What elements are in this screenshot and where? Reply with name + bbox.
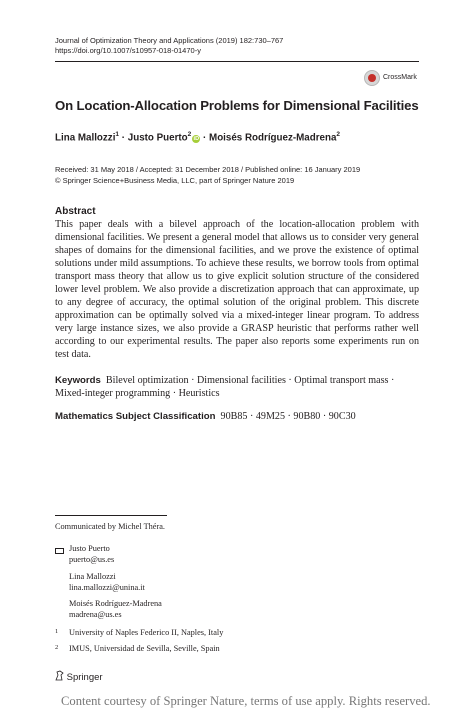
abstract-heading: Abstract <box>55 206 96 217</box>
msc-label: Mathematics Subject Classification <box>55 411 216 422</box>
keywords <box>55 374 419 400</box>
msc-codes: 90B85 · 49M25 · 90B80 · 90C30 <box>220 411 356 422</box>
contact-name: Moisés Rodríguez-Madrena <box>69 599 162 608</box>
crossmark-icon <box>364 70 380 86</box>
author-name: Moisés Rodríguez-Madrena <box>209 132 337 144</box>
author-separator: · <box>121 132 126 144</box>
communicated-by: Communicated by Michel Théra. <box>55 522 165 531</box>
copyright-line: © Springer Science+Business Media, LLC, part of Springer Nature 2019 <box>55 176 295 185</box>
orcid-icon[interactable]: iD <box>193 136 200 143</box>
affiliation-number: 2 <box>55 644 59 651</box>
affiliation-text: University of Naples Federico II, Naples, Italy <box>69 628 224 637</box>
contact-name: Lina Mallozzi <box>69 572 116 581</box>
affiliation-text: IMUS, Universidad de Sevilla, Seville, Spain <box>69 644 220 653</box>
contact-name: Justo Puerto <box>69 544 110 553</box>
msc-classification <box>55 411 356 422</box>
crossmark-label: CrossMark <box>383 74 417 81</box>
author-name: Justo Puerto <box>127 132 188 144</box>
contact-entry <box>69 599 162 620</box>
journal-header <box>55 36 283 56</box>
header-rule <box>55 61 419 62</box>
paper-title: On Location-Allocation Problems for Dimensional Facilities <box>55 98 419 113</box>
history-dates: Received: 31 May 2018 / Accepted: 31 December 2018 / Published online: 16 January 2019 <box>55 165 361 174</box>
contact-entry <box>69 544 114 565</box>
crossmark-badge[interactable] <box>364 70 424 88</box>
courtesy-footer: Content courtesy of Springer Nature, terms of use apply. Rights reserved. <box>61 694 431 708</box>
author-affiliation-mark: 2 <box>336 131 341 138</box>
contact-email[interactable]: lina.mallozzi@unina.it <box>69 582 145 592</box>
affiliation-number: 1 <box>55 628 59 635</box>
journal-doi[interactable]: https://doi.org/10.1007/s10957-018-01470-y <box>55 46 201 55</box>
author-name: Lina Mallozzi <box>55 132 116 144</box>
publisher-name: Springer <box>66 672 103 683</box>
author-affiliation-mark: 2 <box>187 131 192 138</box>
author-separator: · <box>203 132 207 144</box>
abstract-text: This paper deals with a bilevel approach of the location-allocation problem with dimensional facilities. We present a general model that allows us to consider very general shapes of domains for the dimensional facilities, and we prove the existence of optimal solutions under mild assumptions. To achieve these results, we borrow tools from optimal transport mass theory that allow us to give explicit solution structure of the considered lower level problem. We also provide a discretization approach that can approximate, up to any degree of accuracy, the optimal solution of the original problem. This discrete approximation can be optimally solved via a mixed-integer linear program. To address very large instance sizes, we also provide a GRASP heuristic that performs rather well according to our experimental results. The paper also reports some experiments run on test data. <box>55 219 419 360</box>
contact-email[interactable]: puerto@us.es <box>69 554 115 564</box>
journal-citation: Journal of Optimization Theory and Applications (2019) 182:730–767 <box>55 36 284 45</box>
contact-entry <box>69 572 145 593</box>
publication-dates <box>55 164 360 186</box>
keywords-text: Bilevel optimization · Dimensional facilities · Optimal transport mass · Mixed-integer programming · Heuristics <box>55 375 395 399</box>
contact-email[interactable]: madrena@us.es <box>69 609 122 619</box>
author-list <box>55 131 340 143</box>
affiliation <box>55 628 223 637</box>
envelope-icon <box>55 548 64 554</box>
springer-horse-icon <box>55 670 64 681</box>
author-affiliation-mark: 1 <box>115 131 120 138</box>
footnote-rule <box>55 515 167 516</box>
keywords-label: Keywords <box>55 375 101 386</box>
publisher-logo <box>55 670 103 683</box>
affiliation <box>55 644 220 653</box>
